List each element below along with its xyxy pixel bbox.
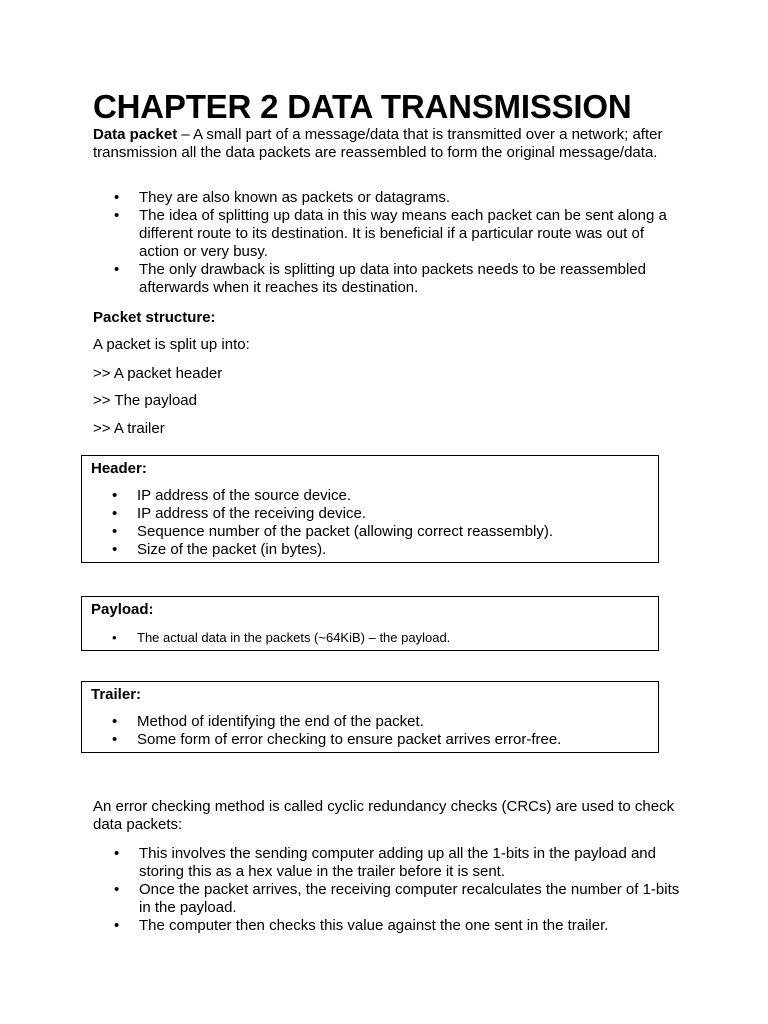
- list-item: • Size of the packet (in bytes).: [91, 541, 651, 559]
- payload-box: [81, 596, 659, 651]
- trailer-box: [81, 681, 659, 753]
- list-item: • The computer then checks this value against the one sent in the trailer.: [93, 917, 683, 935]
- list-item: • Method of identifying the end of the packet.: [91, 713, 651, 731]
- list-item: • IP address of the receiving device.: [91, 505, 651, 523]
- list-item: • They are also known as packets or datagrams.: [93, 189, 683, 207]
- list-item: • Once the packet arrives, the receiving computer recalculates the number of 1-bits in the payload.: [93, 881, 683, 917]
- trailer-box-title: Trailer:: [91, 686, 142, 703]
- list-item: • The only drawback is splitting up data into packets needs to be reassembled afterwards when it reaches its destination.: [93, 261, 683, 297]
- header-box: [81, 455, 659, 563]
- intro-definition: – A small part of a message/data that is transmitted over a network; after transmission all the data packets are reassembled to form the original message/data.: [93, 126, 663, 161]
- payload-box-title: Payload:: [91, 601, 154, 618]
- intro-term: Data packet: [93, 126, 178, 143]
- list-item: • Some form of error checking to ensure packet arrives error-free.: [91, 731, 651, 749]
- header-box-title: Header:: [91, 460, 147, 477]
- trailer-box-list: [91, 713, 651, 749]
- packet-part-payload: >> The payload: [93, 392, 197, 409]
- header-box-list: [91, 487, 651, 559]
- packet-structure-heading: Packet structure:: [93, 309, 216, 326]
- intro-bullet-list: [93, 189, 683, 297]
- packet-part-trailer: >> A trailer: [93, 420, 165, 437]
- crc-bullet-list: [93, 845, 683, 935]
- list-item: • IP address of the source device.: [91, 487, 651, 505]
- page-title: CHAPTER 2 DATA TRANSMISSION: [93, 88, 632, 125]
- list-item: • The idea of splitting up data in this way means each packet can be sent along a different route to its destination. It is beneficial if a particular route was out of action or very busy.: [93, 207, 683, 261]
- list-item: • The actual data in the packets (~64KiB) – the payload.: [91, 629, 651, 647]
- crc-intro: An error checking method is called cyclic redundancy checks (CRCs) are used to check data packets:: [93, 798, 675, 833]
- list-item: • This involves the sending computer adding up all the 1-bits in the payload and storing this as a hex value in the trailer before it is sent.: [93, 845, 683, 881]
- packet-part-header: >> A packet header: [93, 365, 223, 382]
- packet-structure-lead: A packet is split up into:: [93, 336, 250, 353]
- list-item: • Sequence number of the packet (allowing correct reassembly).: [91, 523, 651, 541]
- intro-paragraph: [93, 126, 683, 162]
- payload-box-list: [91, 629, 651, 647]
